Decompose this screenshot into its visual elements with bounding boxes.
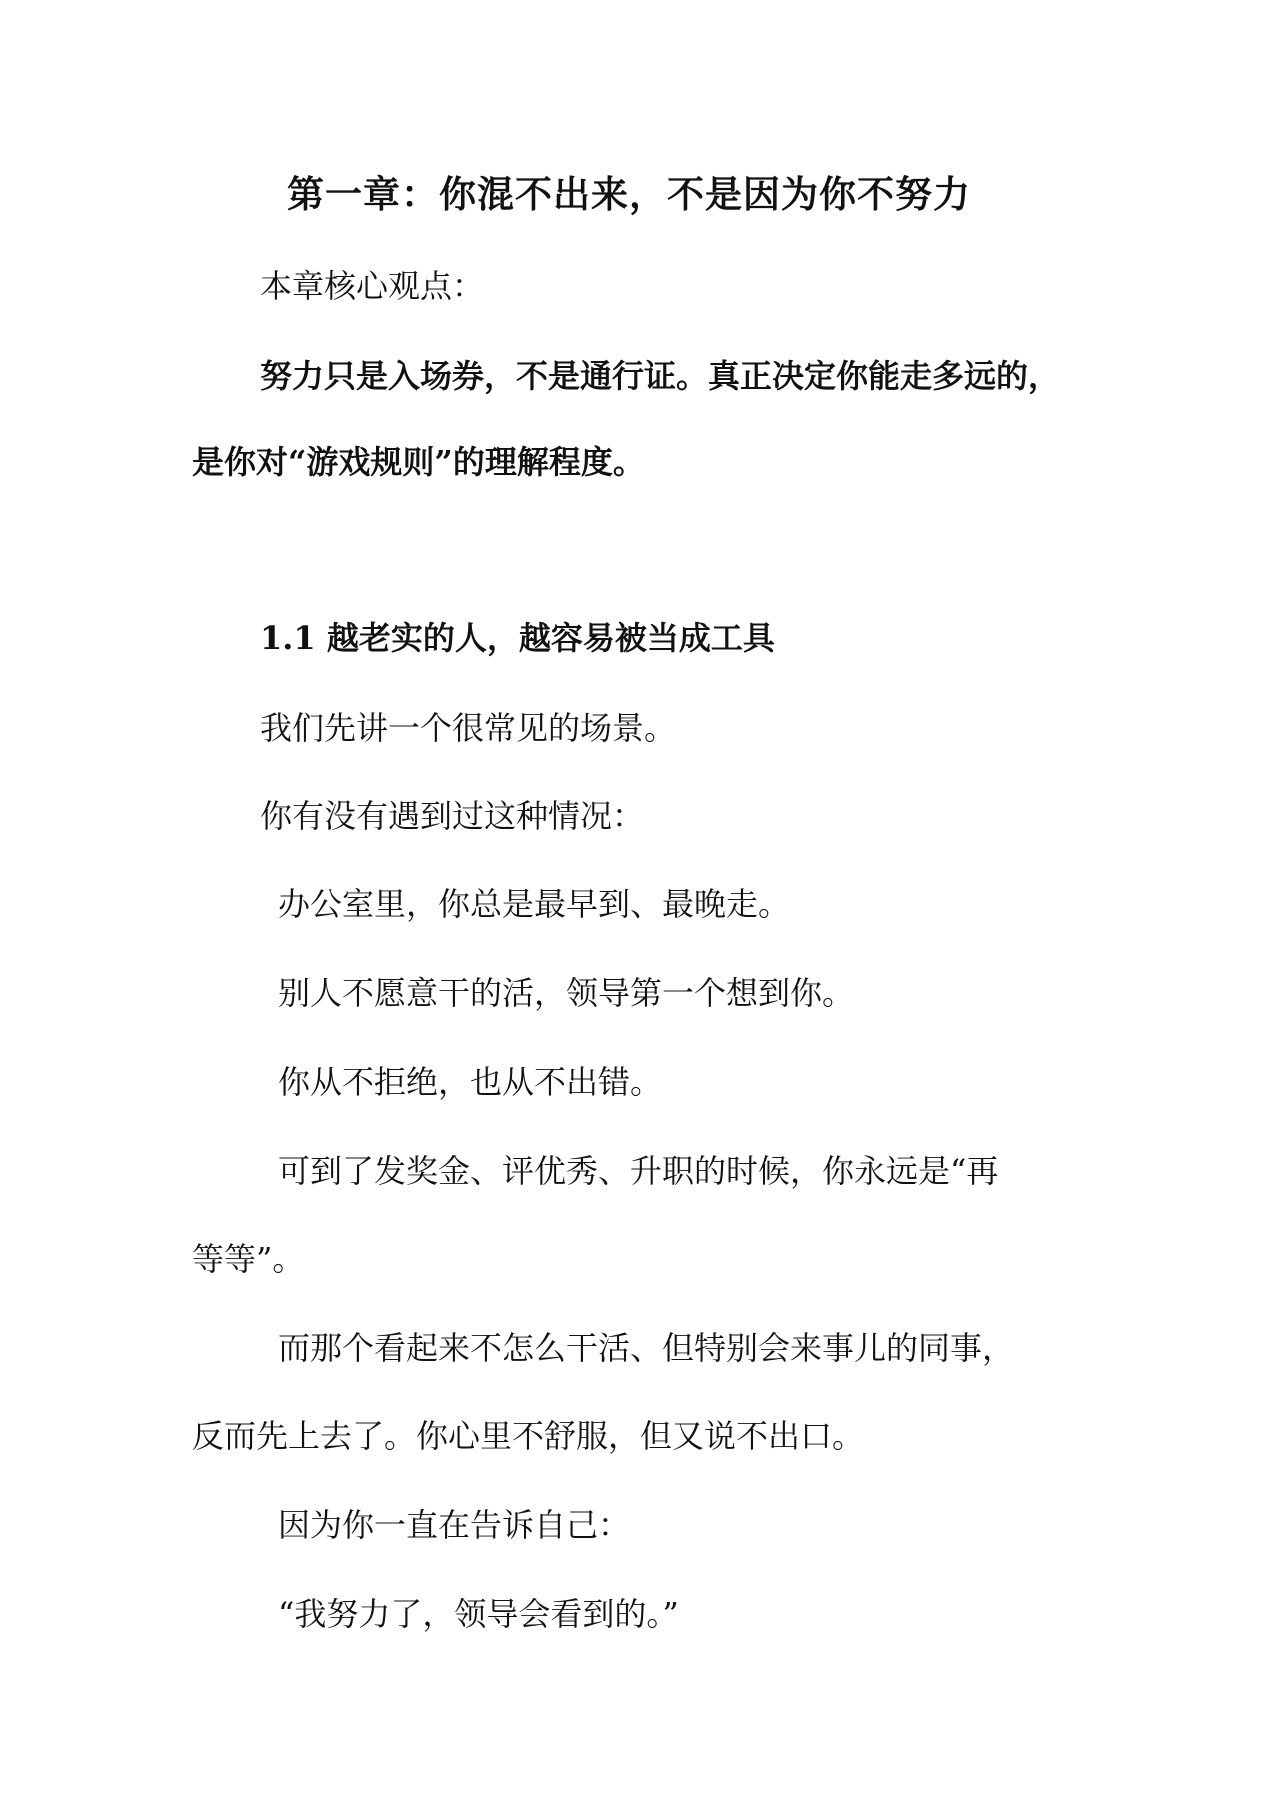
- paragraph: 别人不愿意干的活，领导第一个想到你。: [278, 974, 855, 1012]
- core-viewpoint-line-1: 努力只是入场券，不是通行证。真正决定你能走多远的，: [260, 357, 1061, 395]
- core-viewpoint-line-2: 是你对“游戏规则”的理解程度。: [192, 443, 645, 481]
- paragraph-line-1: 可到了发奖金、评优秀、升职的时候，你永远是“再: [278, 1152, 999, 1190]
- paragraph: 你有没有遇到过这种情况：: [260, 797, 645, 835]
- paragraph-line-1: 而那个看起来不怎么干活、但特别会来事儿的同事，: [278, 1329, 1015, 1367]
- chapter-title: 第一章：你混不出来，不是因为你不努力: [287, 172, 971, 216]
- paragraph: “我努力了，领导会看到的。”: [278, 1595, 679, 1633]
- paragraph-line-2: 反而先上去了。你心里不舒服，但又说不出口。: [192, 1417, 865, 1455]
- section-heading: 1.1 越老实的人，越容易被当成工具: [260, 619, 775, 657]
- paragraph: 因为你一直在告诉自己：: [278, 1506, 631, 1544]
- paragraph: 我们先讲一个很常见的场景。: [260, 709, 677, 747]
- paragraph: 办公室里，你总是最早到、最晚走。: [278, 885, 791, 923]
- core-viewpoint-label: 本章核心观点：: [260, 267, 485, 305]
- paragraph: 你从不拒绝，也从不出错。: [278, 1063, 663, 1101]
- paragraph-line-2: 等等”。: [192, 1240, 305, 1278]
